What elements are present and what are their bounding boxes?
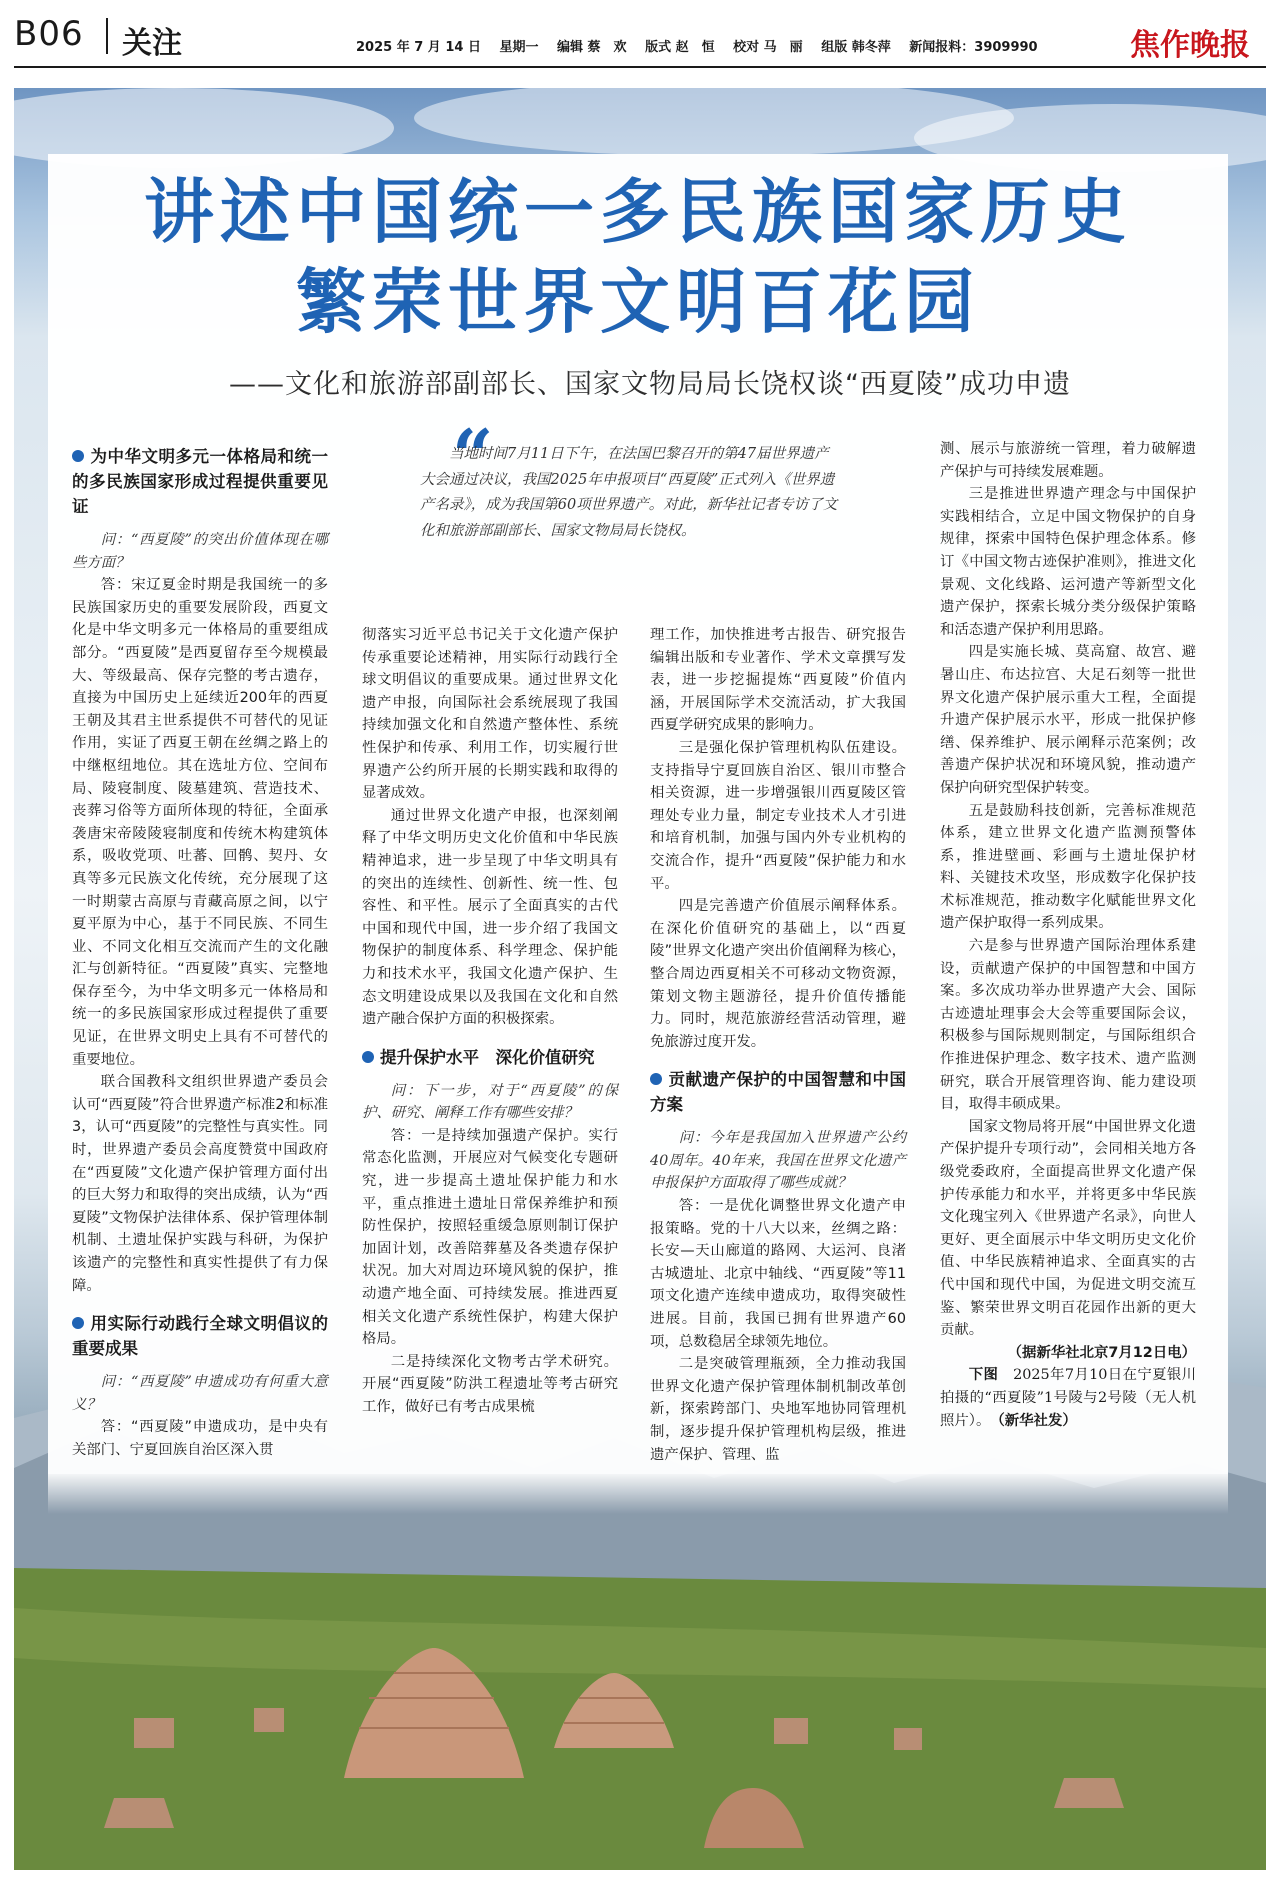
panel-fade [48,1474,1228,1514]
answer-paragraph: 答：一是持续加强遗产保护。实行常态化监测，开展应对气候变化专题研究，进一步提高土遗址保护能力和水平，重点推进土遗址日常保养维护和预防性保护，按照轻重缓急原则制订保护加固计划，改善陪葬墓及各类遗存保护状况。加大对周边环境风貌的保护，推动遗产地全面、可持续发展。推进西夏相关文化遗产系统性保护，构建大保护格局。 [362,1127,618,1348]
dateline-credit: （据新华社北京7月12日电） [1007,1344,1196,1361]
section-heading-text: 用实际行动践行全球文明倡议的重要成果 [72,1314,328,1359]
news-hotline: 新闻报料：3909990 [909,40,1038,55]
body-paragraph: 三是强化保护管理机构队伍建设。支持指导宁夏回族自治区、银川市整合相关资源，进一步增强银川西夏陵区管理处专业力量，制定专业技术人才引进和培育机制，加强与国内外专业机构的交流合作，提升“西夏陵”保护能力和水平。 [650,739,906,892]
section-heading [72,444,328,519]
bullet-dot-icon [72,1317,84,1329]
ruin [1054,1778,1124,1808]
section-heading-text: 为中华文明多元一体格局和统一的多民族国家形成过程提供重要见证 [72,447,328,516]
answer-paragraph: 答：一是优化调整世界文化遗产申报策略。党的十八大以来，丝绸之路：长安—天山廊道的路网、大运河、良渚古城遗址、北京中轴线、“西夏陵”等11项文化遗产连续申遗成功，取得突破性进展。目前，我国已拥有世界遗产60项，总数稳居全球领先地位。 [650,1198,906,1350]
question: 问：下一步，对于“西夏陵”的保护、研究、阐释工作有哪些安排？ [362,1082,618,1122]
caption-text: 2025年7月10日在宁夏银川拍摄的“西夏陵”1号陵与2号陵（无人机照片）。 [940,1367,1196,1429]
bullet-dot-icon [362,1051,374,1063]
column-4 [940,438,1196,1432]
question: 问：“西夏陵”的突出价值体现在哪些方面？ [72,532,328,571]
section-heading [650,1067,906,1117]
photo-credit: （新华社发） [997,1411,1077,1429]
section-heading-text: 贡献遗产保护的中国智慧和中国方案 [650,1070,906,1115]
header-divider [106,18,108,54]
headline-line-2: 繁荣世界文明百花园 [296,261,980,343]
body-paragraph: 联合国教科文组织世界遗产委员会认可“西夏陵”符合世界遗产标准2和标准3，认可“西夏陵”的完整性与真实性。同时，世界遗产委员会高度赞赏中国政府在“西夏陵”文化遗产保护管理方面付出的巨大努力和取得的突出成绩，认为“西夏陵”文物保护法律体系、保护管理体制机制、土遗址保护实践与科研，为保护该遗产的完整性和真实性提供了有力保障。 [72,1074,328,1294]
page-header [0,0,1280,68]
body-paragraph: 三是推进世界遗产理念与中国保护实践相结合，立足中国文物保护的自身规律，探索中国特色保护理念体系。修订《中国文物古迹保护准则》，推进文化景观、文化线路、运河遗产等新型文化遗产保护，探索长城分类分级保护策略和活态遗产保护利用思路。 [940,486,1196,638]
newspaper-logo: 焦作晚报 [1130,28,1250,63]
body-paragraph: 二是持续深化文物考古学术研究。开展“西夏陵”防洪工程遗址等考古研究工作，做好已有考古成果梳 [362,1353,618,1415]
editor-credit: 编辑 蔡 欢 [557,40,627,55]
answer-paragraph: 答：宋辽夏金时期是我国统一的多民族国家历史的重要发展阶段，西夏文化是中华文明多元一体格局的重要组成部分。“西夏陵”是西夏留存至今规模最大、等级最高、保存完整的考古遗存，直接为中国历史上延续近200年的西夏王朝及其君主世系提供不可替代的见证作用，实证了西夏王朝在丝绸之路上的中继枢纽地位。其在选址方位、空间布局、陵寝制度、陵墓建筑、营造技术、丧葬习俗等方面所体现的特征，全面承袭唐宋帝陵陵寝制度和传统木构建筑体系，吸收党项、吐蕃、回鹘、契丹、女真等多元民族文化传统，充分展现了这一时期蒙古高原与青藏高原之间，以宁夏平原为中心，基于不同民族、不同生业、不同文化相互交流而产生的文化融汇与创新特征。“西夏陵”真实、完整地保存至今，为中华文明多元一体格局和统一的多民族国家形成过程提供了重要见证，在世界文明史上具有不可替代的重要地位。 [72,577,328,1068]
ruin [104,1798,174,1828]
subheadline: ——文化和旅游部副部长、国家文物局局长饶权谈“西夏陵”成功申遗 [229,369,1071,400]
body-paragraph: 国家文物局将开展“中国世界文化遗产保护提升专项行动”，会同相关地方各级党委政府，全面提高世界文化遗产保护传承能力和水平，并将更多中华民族文化瑰宝列入《世界遗产名录》，向世人更好、更全面展示中华文明历史文化价值、中华民族精神追求、全面真实的古代中国和现代中国，为促进文明交流互鉴、繁荣世界文明百花园作出新的更大贡献。 [940,1118,1196,1339]
photo-caption [940,1364,1196,1432]
body-paragraph: 四是实施长城、莫高窟、故宫、避暑山庄、布达拉宫、大足石刻等一批世界文化遗产保护展示重大工程，全面提升遗产保护展示水平，形成一批保护修缮、保养维护、展示阐释示范案例；改善遗产保护状况和环境风貌，推动遗产保护向研究型保护转变。 [940,644,1196,796]
ruin [894,1728,922,1750]
ruin [134,1718,174,1748]
section-heading [362,1045,618,1070]
issue-date: 2025 年 7 月 14 日 [356,40,481,55]
body-paragraph: 二是突破管理瓶颈，全力推动我国世界文化遗产保护管理体制机制改革创新，探索跨部门、央地军地协同管理机制，逐步提升保护管理机构层级，推进遗产保护、管理、监 [650,1356,906,1463]
section-name: 关注 [122,26,182,61]
section-heading-text: 提升保护水平 深化价值研究 [380,1047,595,1067]
column-1 [72,444,328,1462]
page-number: B06 [14,14,84,54]
body-paragraph: 通过世界文化遗产申报，也深刻阐释了中华文明历史文化价值和中华民族精神追求，进一步呈现了中华文明具有的突出的连续性、创新性、统一性、包容性、和平性。展示了全面真实的古代中国和现代中国，进一步介绍了我国文物保护的制度体系、科学理念、保护能力和技术水平，我国文化遗产保护、生态文明建设成果以及我国在文化和自然遗产融合保护方面的积极探索。 [362,807,618,1028]
headline-line-1: 讲述中国统一多民族国家历史 [144,171,1132,253]
section-heading [72,1311,328,1361]
column-3 [650,624,906,1466]
question: 问：“西夏陵”申遗成功有何重大意义？ [72,1374,328,1413]
caption-lead: 下图 [968,1366,999,1384]
proof-credit: 校对 马 丽 [733,40,803,55]
issue-weekday: 星期一 [499,40,539,55]
answer-paragraph: 答：“西夏陵”申遗成功，是中央有关部门、宁夏回族自治区深入贯 [72,1419,328,1458]
layout-credit: 版式 赵 恒 [645,40,715,55]
body-paragraph: 五是鼓励科技创新，完善标准规范体系，建立世界文化遗产监测预警体系，推进壁画、彩画与土遗址保护材料、关键技术攻坚，形成数字化保护技术标准规范，推动数字化赋能世界文化遗产保护取得一系列成果。 [940,802,1196,932]
ruin [774,1718,808,1744]
body-paragraph: 四是完善遗产价值展示阐释体系。在深化价值研究的基础上，以“西夏陵”世界文化遗产突出价值阐释为核心，整合周边西夏相关不可移动文物资源，策划文物主题游径，提升价值传播能力。同时，规范旅游经营活动管理，避免旅游过度开发。 [650,898,906,1050]
group-credit: 组版 韩冬萍 [821,40,891,55]
ruin [254,1708,284,1732]
column-2 [362,624,618,1419]
body-paragraph: 六是参与世界遗产国际治理体系建设，贡献遗产保护的中国智慧和中国方案。多次成功举办世界遗产大会、国际古迹遗址理事会大会等重要国际会议，积极参与国际规则制定，与国际组织合作推进保护理念、数字技术、遗产监测研究，联合开展管理咨询、能力建设项目，取得丰硕成果。 [940,938,1196,1113]
body-paragraph: 测、展示与旅游统一管理，着力破解遗产保护与可持续发展难题。 [940,441,1196,480]
header-meta [356,36,1052,55]
header-rule [14,66,1266,68]
bullet-dot-icon [650,1073,662,1085]
quote-mark-icon: “ [452,413,494,498]
bullet-dot-icon [72,450,84,462]
body-paragraph: 理工作，加快推进考古报告、研究报告编辑出版和专业著作、学术文章撰写发表，进一步挖掘提炼“西夏陵”价值内涵，开展国际学术交流活动，扩大我国西夏学研究成果的影响力。 [650,627,906,734]
lead-paragraph: 当地时间7月11日下午，在法国巴黎召开的第47届世界遗产大会通过决议，我国2025年申报项目“西夏陵”正式列入《世界遗产名录》，成为我国第60项世界遗产。对此，新华社记者专访了文化和旅游部副部长、国家文物局局长饶权。 [420,446,838,539]
body-paragraph: 彻落实习近平总书记关于文化遗产保护传承重要论述精神，用实际行动践行全球文明倡议的重要成果。通过世界文化遗产申报，向国际社会系统展现了我国持续加强文化和自然遗产整体性、系统性保护和传承、利用工作，切实履行世界遗产公约所开展的长期实践和取得的显著成效。 [362,627,618,802]
question: 问：今年是我国加入世界遗产公约40周年。40年来，我国在世界文化遗产申报保护方面取得了哪些成就？ [650,1130,906,1192]
